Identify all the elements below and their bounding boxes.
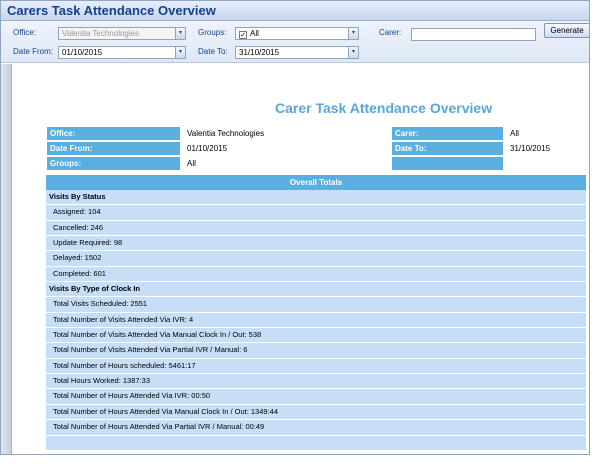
office-filter-label: Office:: [13, 28, 36, 37]
report-carer-value: All: [510, 129, 519, 138]
report-groups-label: Groups:: [46, 156, 181, 171]
window-title: Carers Task Attendance Overview: [7, 3, 216, 18]
list-item: Total Number of Visits Attended Via Manual Clock In / Out: 538: [46, 328, 586, 343]
report-carer-label: Carer:: [391, 126, 504, 141]
list-item: Total Number of Hours Attended Via IVR: 00:50: [46, 389, 586, 404]
generate-button[interactable]: Generate: [544, 23, 590, 38]
date-to-picker[interactable]: [235, 46, 359, 59]
groups-filter-label: Groups:: [198, 28, 227, 37]
filter-panel: [1, 21, 589, 63]
title-bar: [1, 1, 589, 21]
groups-combo-value: All: [250, 29, 259, 38]
list-item: Total Visits Scheduled: 2551: [46, 297, 586, 312]
date-to-value: 31/10/2015: [239, 48, 280, 57]
date-from-picker[interactable]: [58, 46, 186, 59]
groups-combo[interactable]: [235, 27, 359, 40]
chevron-down-icon[interactable]: ▾: [348, 28, 358, 39]
report-groups-value: All: [187, 159, 196, 168]
carer-input[interactable]: [411, 28, 536, 41]
report-title: Carer Task Attendance Overview: [275, 100, 493, 116]
carer-filter-label: Carer:: [379, 28, 402, 37]
date-to-filter-label: Date To:: [198, 47, 228, 56]
list-item: Assigned: 104: [46, 205, 586, 220]
report-date-to-value: 31/10/2015: [510, 144, 551, 153]
chevron-down-icon[interactable]: ▾: [348, 47, 358, 58]
list-item: Total Number of Visits Attended Via Partial IVR / Manual: 6: [46, 343, 586, 358]
section-heading: Visits By Type of Clock In: [46, 282, 586, 297]
report-date-from-value: 01/10/2015: [187, 144, 228, 153]
report-office-label: Office:: [46, 126, 181, 141]
list-item: [46, 436, 586, 451]
report-date-to-label: Date To:: [391, 141, 504, 156]
report-office-value: Valentia Technologies: [187, 129, 265, 138]
list-item: Total Number of Hours Attended Via Manual Clock In / Out: 1349:44: [46, 405, 586, 420]
overall-totals-header: Overall Totals: [46, 175, 586, 190]
checkbox-icon[interactable]: ✓: [240, 32, 246, 39]
office-combo-value: Valentia Technologies: [62, 29, 140, 38]
list-item: Total Hours Worked: 1387:33: [46, 374, 586, 389]
chevron-down-icon[interactable]: ▾: [175, 28, 185, 39]
left-panel-edge: [1, 64, 12, 455]
date-from-filter-label: Date From:: [13, 47, 54, 56]
list-item: Cancelled: 246: [46, 221, 586, 236]
office-combo[interactable]: [58, 27, 186, 40]
report-date-from-label: Date From:: [46, 141, 181, 156]
totals-list: [46, 190, 586, 451]
list-item: Total Number of Hours Attended Via Partial IVR / Manual: 00:49: [46, 420, 586, 435]
list-item: Total Number of Hours scheduled: 5461:17: [46, 359, 586, 374]
list-item: Completed: 601: [46, 267, 586, 282]
list-item: Total Number of Visits Attended Via IVR: 4: [46, 313, 586, 328]
chevron-down-icon[interactable]: ▾: [175, 47, 185, 58]
section-heading: Visits By Status: [46, 190, 586, 205]
list-item: Delayed: 1502: [46, 251, 586, 266]
report-blank-label: [391, 156, 504, 171]
list-item: Update Required: 98: [46, 236, 586, 251]
date-from-value: 01/10/2015: [62, 48, 103, 57]
